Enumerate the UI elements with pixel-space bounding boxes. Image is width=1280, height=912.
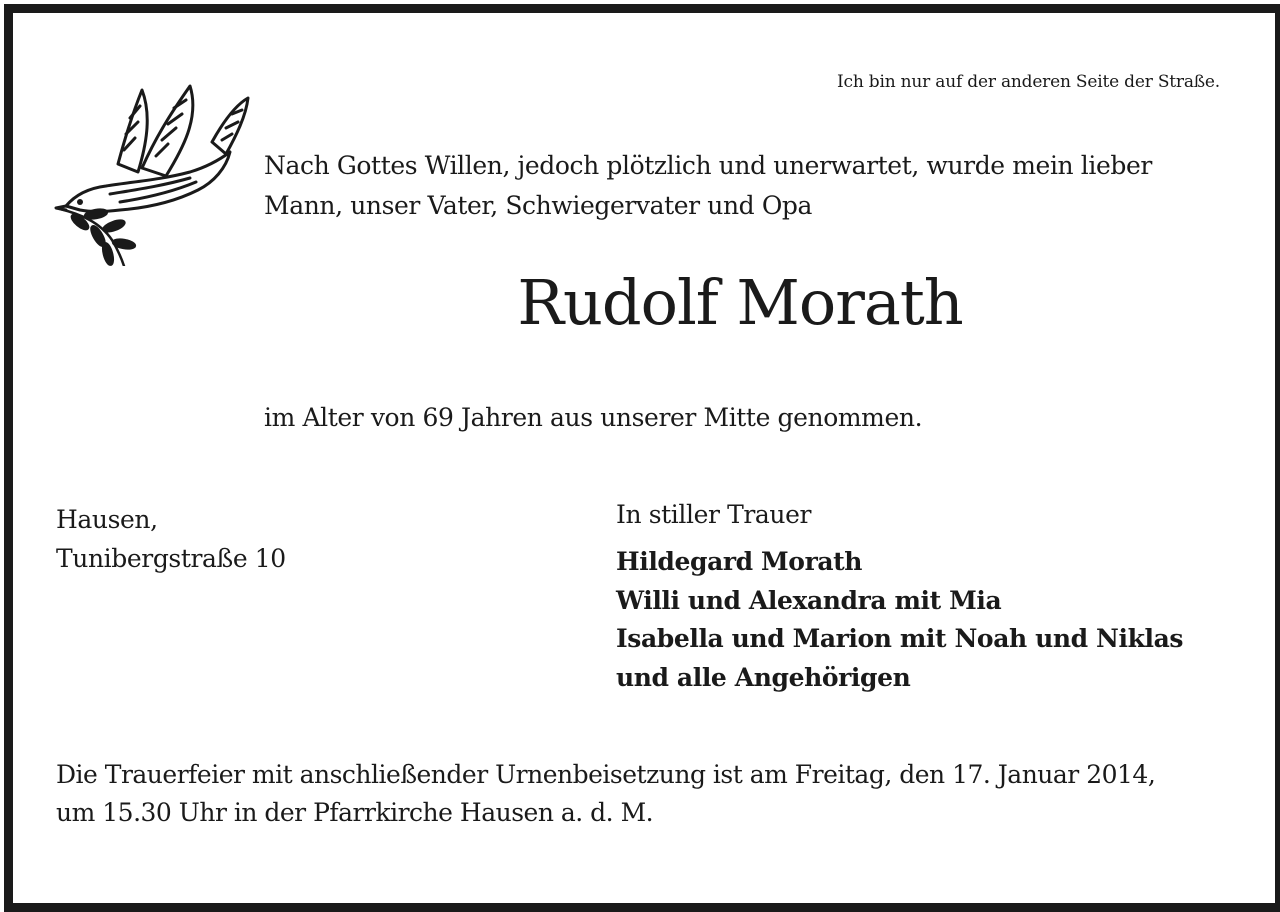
mourners-list bbox=[616, 543, 1183, 697]
address-line-1: Hausen, bbox=[56, 505, 158, 534]
motto-text: Ich bin nur auf der anderen Seite der Straße. bbox=[837, 72, 1220, 92]
address-block bbox=[56, 500, 286, 578]
dove-with-olive-branch-icon bbox=[50, 76, 250, 266]
address-line-2: Tunibergstraße 10 bbox=[56, 544, 286, 573]
mourner-item: Willi und Alexandra mit Mia bbox=[616, 585, 1002, 615]
service-info bbox=[56, 756, 1155, 832]
intro-text bbox=[264, 146, 1152, 226]
intro-line-1: Nach Gottes Willen, jedoch plötzlich und unerwartet, wurde mein lieber bbox=[264, 151, 1152, 180]
mourner-item: Hildegard Morath bbox=[616, 547, 863, 576]
age-line: im Alter von 69 Jahren aus unserer Mitte genommen. bbox=[264, 403, 923, 432]
service-line-2: um 15.30 Uhr in der Pfarrkirche Hausen a. d. M. bbox=[56, 798, 654, 827]
intro-line-2: Mann, unser Vater, Schwiegervater und Opa bbox=[264, 191, 813, 220]
deceased-name: Rudolf Morath bbox=[517, 266, 963, 339]
mourner-item: und alle Angehörigen bbox=[616, 662, 911, 692]
service-line-1: Die Trauerfeier mit anschließender Urnenbeisetzung ist am Freitag, den 17. Januar 2014, bbox=[56, 760, 1156, 789]
mourning-label: In stiller Trauer bbox=[616, 500, 812, 529]
mourner-item: Isabella und Marion mit Noah und Niklas bbox=[616, 624, 1184, 653]
